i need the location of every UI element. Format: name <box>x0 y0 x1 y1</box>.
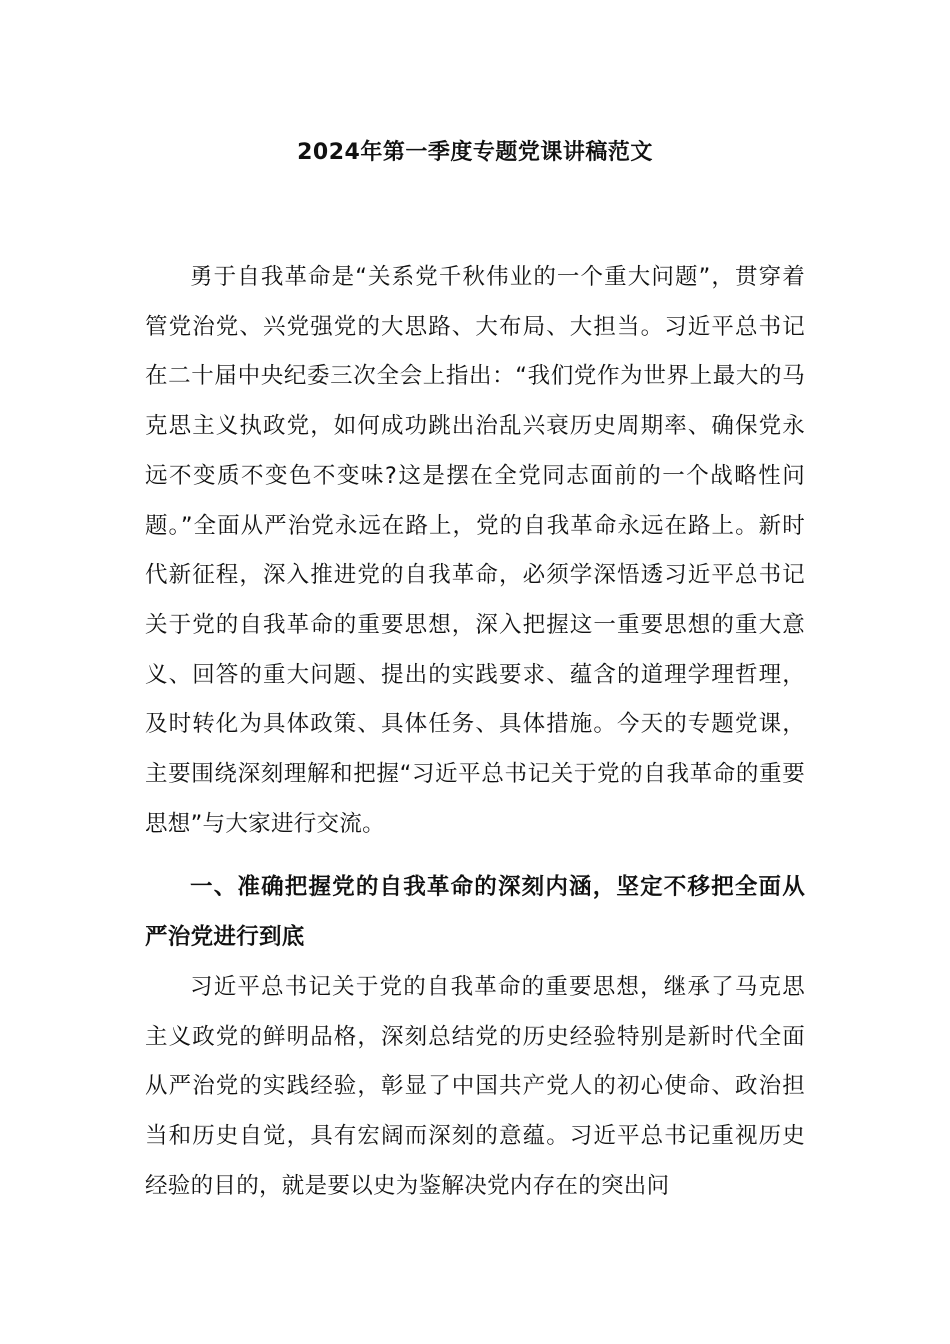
section-heading-1: 一、准确把握党的自我革命的深刻内涵，坚定不移把全面从严治党进行到底 <box>145 874 805 951</box>
document-body <box>145 253 805 1211</box>
section-1-paragraph: 习近平总书记关于党的自我革命的重要思想，继承了马克思主义政党的鲜明品格，深刻总结党的历史经验特别是新时代全面从严治党的实践经验，彰显了中国共产党人的初心使命、政治担当和历史自觉，具有宏阔而深刻的意蕴。习近平总书记重视历史经验的目的，就是要以史为鉴解决党内存在的突出问 <box>145 973 805 1199</box>
document-title: 2024年第一季度专题党课讲稿范文 <box>297 140 653 165</box>
intro-paragraph: 勇于自我革命是“关系党千秋伟业的一个重大问题”，贯穿着管党治党、兴党强党的大思路、大布局、大担当。习近平总书记在二十届中央纪委三次全会上指出：“我们党作为世界上最大的马克思主义执政党，如何成功跳出治乱兴衰历史周期率、确保党永远不变质不变色不变味?这是摆在全党同志面前的一个战略性问题。”全面从严治党永远在路上，党的自我革命永远在路上。新时代新征程，深入推进党的自我革命，必须学深悟透习近平总书记关于党的自我革命的重要思想，深入把握这一重要思想的重大意义、回答的重大问题、提出的实践要求、蕴含的道理学理哲理，及时转化为具体政策、具体任务、具体措施。今天的专题党课，主要围绕深刻理解和把握“习近平总书记关于党的自我革命的重要思想”与大家进行交流。 <box>145 264 805 837</box>
